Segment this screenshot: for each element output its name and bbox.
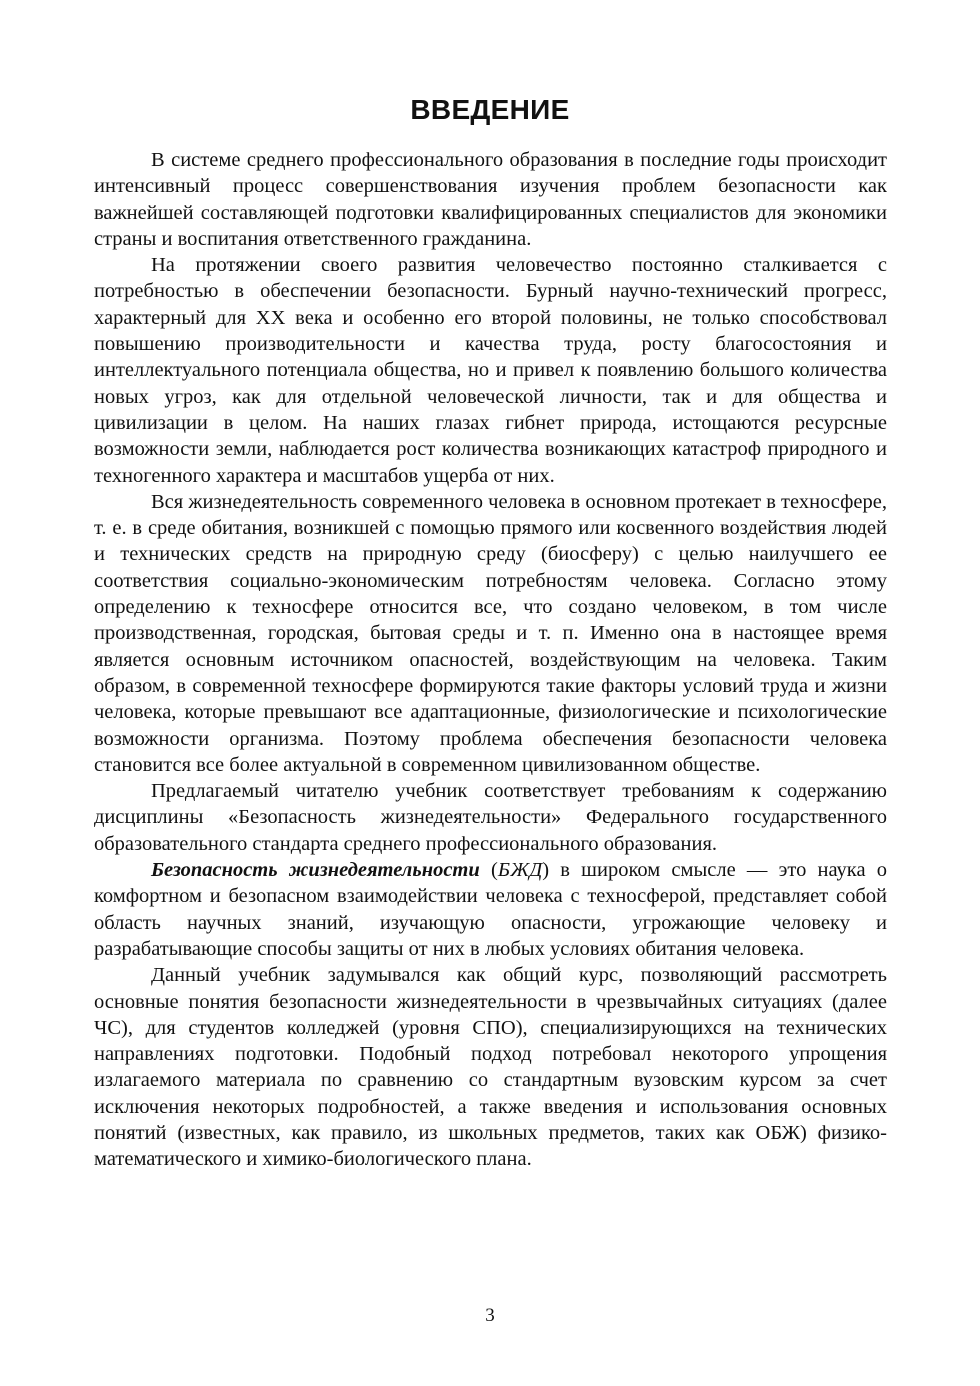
chapter-heading: ВВЕДЕНИЕ bbox=[410, 94, 570, 125]
definition-text: ) в широком смысле — это наука о комфортном и безопасном взаимодействии человека с техносферой, представляет собой область научных знаний, изучающую опасности, угрожающие человеку и разрабатывающие способы защиты от них в любых условиях обитания человека. bbox=[94, 859, 887, 960]
definition-open-paren: ( bbox=[479, 859, 498, 882]
paragraph-technosphere: Вся жизнедеятельность современного человека в основном протекает в техносфере, т. е. в среде обитания, возникшей с помощью прямого или косвенного воздействия людей и технических средств на природную среду (биосферу) с целью наилучшего ее соответствия социально-экономическим потребностям человека. Согласно этому определению к техносфере относится все, что создано человеком, в том числе производственная, городская, бытовая среды и т. п. Именно она в настоящее время является основным источником опасностей, воздействующим на человека. Таким образом, в современной техносфере формируются такие факторы условий труда и жизни человека, которые превышают все адаптационные, физиологические и психологические возможности организма. Поэтому проблема обеспечения безопасности человека становится все более актуальной в современном цивилизованном обществе. bbox=[94, 490, 888, 776]
page-number: 3 bbox=[485, 1305, 495, 1326]
term-abbreviation: БЖД bbox=[497, 859, 543, 882]
paragraph-definition bbox=[94, 857, 887, 962]
paragraph-course-scope: Данный учебник задумывался как общий курс, позволяющий рассмотреть основные понятия безопасности жизнедеятельности в чрезвычайных ситуациях (далее ЧС), для студентов колледжей (уровня СПО), специализирующихся на технических направлениях подготовки. Подобный подход потребовал некоторого упрощения излагаемого материала по сравнению со стандартным вузовским курсом за счет исключения некоторых подробностей, а также введения и использования основных понятий (известных, как правило, из школьных предметов, таких как ОБЖ) физико-математического и химико-биологического плана. bbox=[94, 964, 887, 1171]
defined-term: Безопасность жизнедеятельности bbox=[151, 859, 480, 882]
body-text bbox=[94, 147, 887, 1173]
paragraph-intro: В системе среднего профессионального образования в последние годы происходит интенсивный процесс совершенствования изучения проблем безопасности как важнейшей составляющей подготовки квалифицированных специалистов для экономики страны и воспитания ответственного гражданина. bbox=[94, 149, 887, 250]
paragraph-textbook-standard: Предлагаемый читателю учебник соответствует требованиям к содержанию дисциплины «Безопасность жизнедеятельности» Федерального государственного образовательного стандарта среднего профессионального образования. bbox=[94, 780, 887, 855]
paragraph-progress: На протяжении своего развития человечество постоянно сталкивается с потребностью в обеспечении безопасности. Бурный научно-технический прогресс, характерный для XX века и особенно его второй половины, не только способствовал повышению производительности и качества труда, росту благосостояния и интеллектуального потенциала общества, но и привел к появлению большого количества новых угроз, как для отдельной человеческой личности, так и для общества и цивилизации в целом. На наших глазах гибнет природа, истощаются ресурсные возможности земли, наблюдается рост количества возникающих катастроф природного и техногенного характера и масштабов ущерба от них. bbox=[94, 254, 887, 487]
